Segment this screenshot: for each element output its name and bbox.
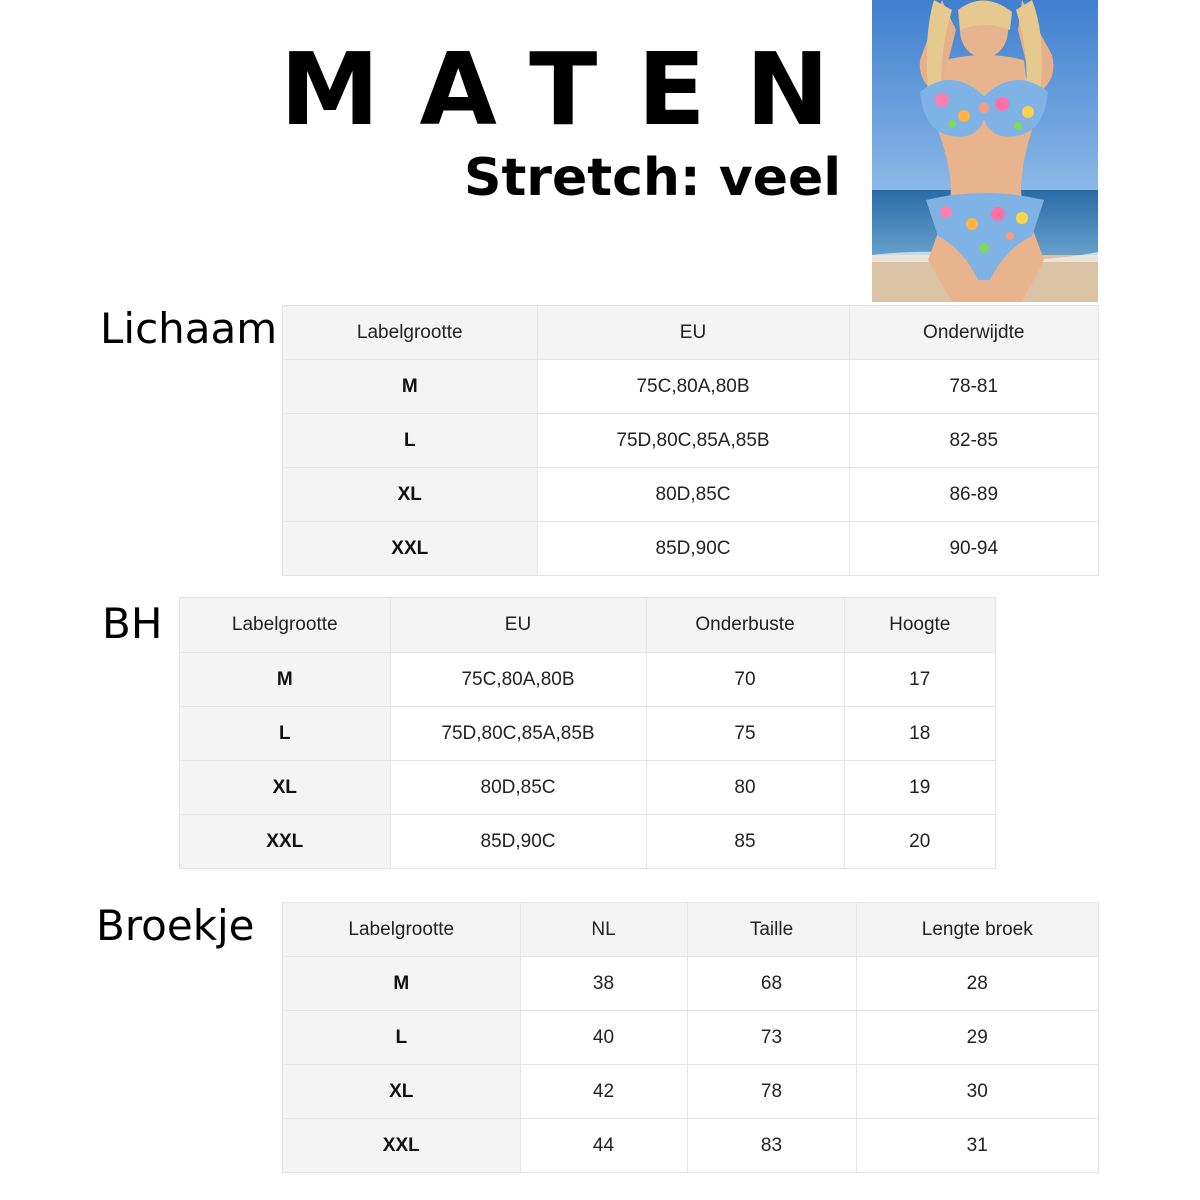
table-row (283, 957, 1098, 1011)
nl-cell: 44 (520, 1119, 687, 1173)
table-row (180, 653, 995, 707)
size-label-cell: XXL (180, 815, 390, 869)
stretch-subtitle: Stretch: veel (464, 148, 842, 208)
table-row (180, 761, 995, 815)
size-label-cell: XXL (283, 522, 537, 576)
column-header: Onderbuste (646, 598, 844, 653)
lengte-broek-cell: 29 (856, 1011, 1098, 1065)
hoogte-cell: 18 (844, 707, 995, 761)
table-row (283, 1119, 1098, 1173)
section-label-bh: BH (102, 599, 163, 648)
column-header: Lengte broek (856, 903, 1098, 957)
table-row (180, 707, 995, 761)
table-header-row (283, 306, 1098, 360)
nl-cell: 38 (520, 957, 687, 1011)
column-header: Taille (687, 903, 856, 957)
column-header: Labelgrootte (180, 598, 390, 653)
size-table-broekje (283, 903, 1098, 1172)
size-label-cell: XL (180, 761, 390, 815)
column-header: Labelgrootte (283, 903, 520, 957)
section-label-lichaam: Lichaam (100, 304, 278, 353)
hoogte-cell: 17 (844, 653, 995, 707)
taille-cell: 73 (687, 1011, 856, 1065)
size-label-cell: M (283, 360, 537, 414)
lengte-broek-cell: 28 (856, 957, 1098, 1011)
taille-cell: 68 (687, 957, 856, 1011)
table-row (283, 1065, 1098, 1119)
taille-cell: 83 (687, 1119, 856, 1173)
table-header-row (180, 598, 995, 653)
onderwijdte-cell: 86-89 (849, 468, 1098, 522)
eu-cell: 75D,80C,85A,85B (390, 707, 646, 761)
onderbuste-cell: 80 (646, 761, 844, 815)
eu-cell: 85D,90C (390, 815, 646, 869)
nl-cell: 42 (520, 1065, 687, 1119)
column-header: EU (390, 598, 646, 653)
onderwijdte-cell: 78-81 (849, 360, 1098, 414)
eu-cell: 80D,85C (537, 468, 849, 522)
column-header: Hoogte (844, 598, 995, 653)
size-table-lichaam (283, 306, 1098, 575)
hoogte-cell: 20 (844, 815, 995, 869)
product-photo (872, 0, 1098, 302)
section-label-broekje: Broekje (96, 901, 255, 950)
nl-cell: 40 (520, 1011, 687, 1065)
table-row (283, 522, 1098, 576)
lengte-broek-cell: 30 (856, 1065, 1098, 1119)
page-title: MATEN (280, 31, 870, 148)
onderbuste-cell: 70 (646, 653, 844, 707)
size-label-cell: L (180, 707, 390, 761)
size-label-cell: L (283, 1011, 520, 1065)
lengte-broek-cell: 31 (856, 1119, 1098, 1173)
size-label-cell: M (283, 957, 520, 1011)
column-header: NL (520, 903, 687, 957)
column-header: Onderwijdte (849, 306, 1098, 360)
table-row (180, 815, 995, 869)
size-label-cell: XL (283, 468, 537, 522)
taille-cell: 78 (687, 1065, 856, 1119)
onderbuste-cell: 75 (646, 707, 844, 761)
size-label-cell: L (283, 414, 537, 468)
column-header: EU (537, 306, 849, 360)
size-label-cell: XXL (283, 1119, 520, 1173)
table-row (283, 1011, 1098, 1065)
eu-cell: 75C,80A,80B (537, 360, 849, 414)
table-row (283, 360, 1098, 414)
size-label-cell: M (180, 653, 390, 707)
size-table-bh (180, 598, 995, 868)
hoogte-cell: 19 (844, 761, 995, 815)
column-header: Labelgrootte (283, 306, 537, 360)
eu-cell: 75C,80A,80B (390, 653, 646, 707)
size-label-cell: XL (283, 1065, 520, 1119)
onderwijdte-cell: 82-85 (849, 414, 1098, 468)
table-row (283, 414, 1098, 468)
eu-cell: 85D,90C (537, 522, 849, 576)
eu-cell: 75D,80C,85A,85B (537, 414, 849, 468)
table-row (283, 468, 1098, 522)
onderwijdte-cell: 90-94 (849, 522, 1098, 576)
onderbuste-cell: 85 (646, 815, 844, 869)
table-header-row (283, 903, 1098, 957)
eu-cell: 80D,85C (390, 761, 646, 815)
